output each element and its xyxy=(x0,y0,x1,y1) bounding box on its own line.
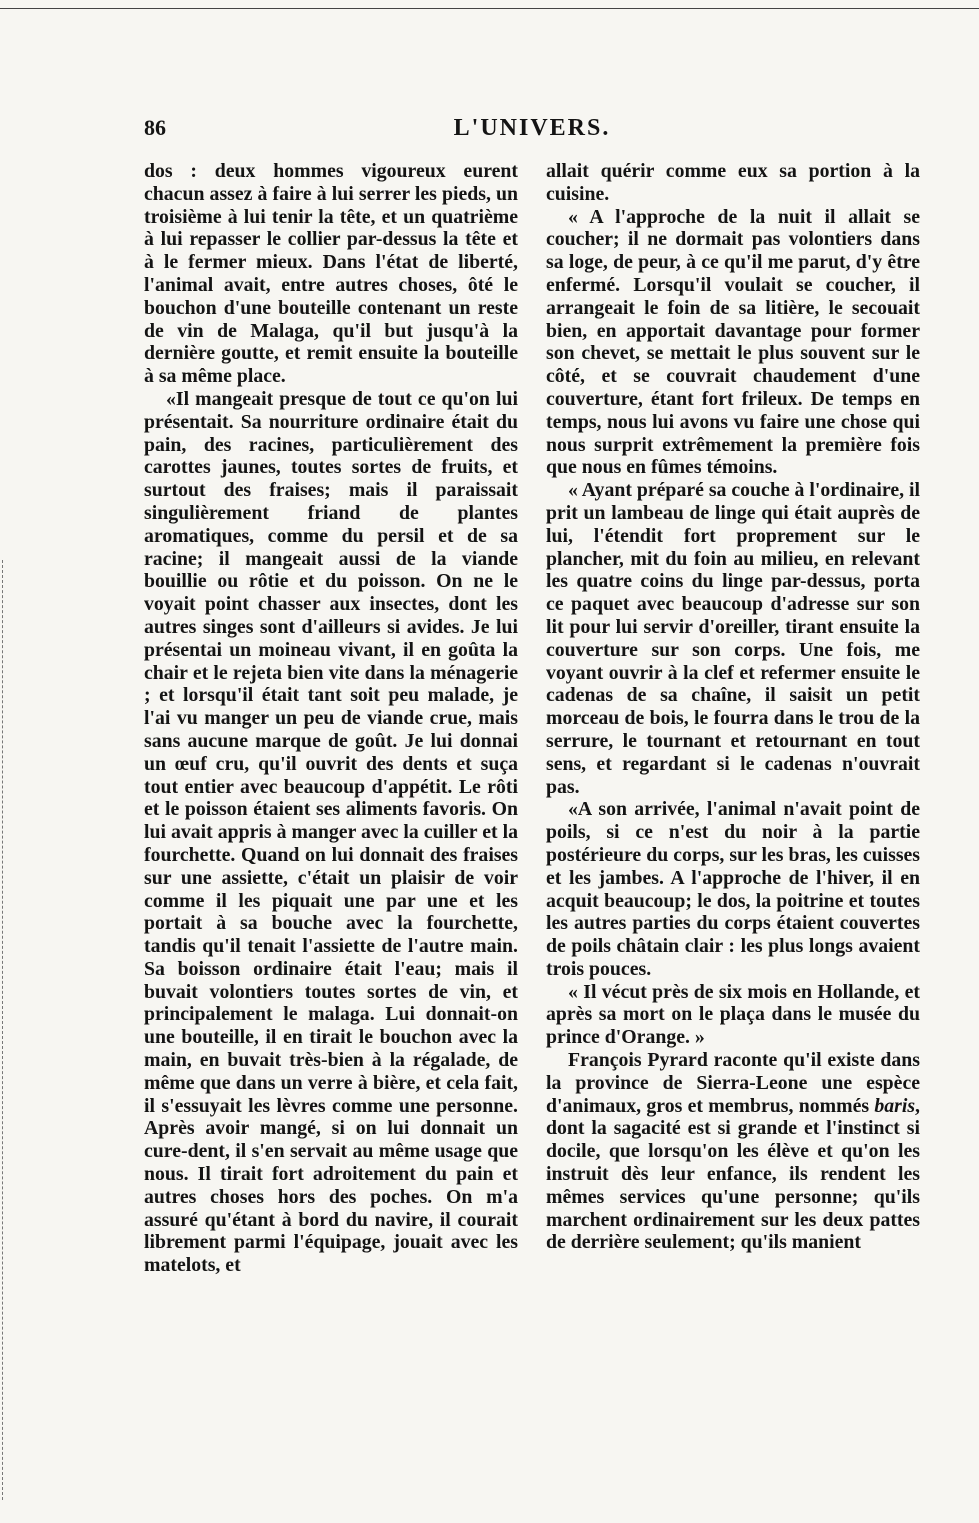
paragraph: « Il vécut près de six mois en Hollande, et après sa mort on le plaça dans le musée du prince d'Orange. » xyxy=(546,980,920,1049)
top-rule xyxy=(0,8,979,9)
paragraph: «Il mangeait presque de tout ce qu'on lui présentait. Sa nourriture ordinaire était du pain, des racines, particulièrement des carottes jaunes, toutes sortes de fruits, et surtout des fraises; mais il paraissait singulièrement friand de plantes aromatiques, comme du persil et de sa racine; il mangeait aussi de la viande bouillie ou rôtie et du poisson. On ne le voyait point chasser aux insectes, dont les autres singes sont d'ailleurs si avides. Je lui présentai un moineau vivant, il en goûta la chair et le rejeta bien vite dans la ménagerie ; et lorsqu'il était tant soit peu malade, je l'ai vu manger un peu de viande crue, mais sans aucune marque de goût. Je lui donnai un œuf cru, qu'il ouvrit des dents et suça tout entier avec beaucoup d'appétit. Le rôti et le poisson étaient ses aliments favoris. On lui avait appris à manger avec la cuiller et la fourchette. Quand on lui donnait des fraises sur une assiette, c'était un plaisir de voir comme il les piquait une par une et les portait à sa bouche avec la fourchette, tandis qu'il tenait l'assiette de l'autre main. Sa boisson ordinaire était l'eau; mais il buvait volontiers toutes sortes de vin, et principalement le malaga. Lui donnait-on une bouteille, il en tirait le bouchon avec la main, en buvait très-bien à la régalade, de même que dans un verre à bière, et cela fait, il s'essuyait les lèvres comme une personne. Après avoir mangé, si on lui donnait un cure-dent, il s'en servait au même usage que nous. Il tirait fort adroitement du pain et autres choses hors des poches. On m'a assuré qu'étant à bord du navire, il courait librement parmi l'équipage, jouait avec les matelots, et xyxy=(144,387,518,1277)
paragraph: « A l'approche de la nuit il allait se coucher; il ne dormait pas volontiers dans sa loge, de peur, à ce qu'il me parut, d'y être enfermé. Lorsqu'il voulait se coucher, il arrangeait le foin de sa litière, le secouait bien, en apportait davantage pour former son chevet, se mettait le plus souvent sur le côté, et se couvrait chaudement d'une couverture, étant fort frileux. De temps en temps, nous lui avons vu faire une chose qui nous surprit extrêmement la première fois que nous en fûmes témoins. xyxy=(546,205,920,479)
paragraph: « Ayant préparé sa couche à l'ordinaire, il prit un lambeau de linge qui était auprès de lui, l'étendit fort proprement sur le plancher, mit du foin au milieu, en relevant les quatre coins du linge par-dessus, porta ce paquet avec beaucoup d'adresse sur son lit pour lui servir d'oreiller, tirant ensuite la couverture sur son corps. Une fois, me voyant ouvrir à la clef et refermer ensuite le cadenas de sa chaîne, il saisit un petit morceau de bois, le fourra dans le trou de la serrure, le tournant et retournant en tout sens, et regardant si le cadenas n'ouvrait pas. xyxy=(546,479,921,798)
running-title: L'UNIVERS. xyxy=(453,115,611,141)
right-column xyxy=(546,160,920,1254)
text-run: François Pyrard raconte qu'il existe dans la province de Sierra-Leone une espèce d'animaux, gros et membrus, nommés xyxy=(546,1049,920,1117)
text-run: , dont la sagacité est si grande et l'instinct si docile, que lorsqu'on les élève et qu'on les instruit dès leur enfance, ils rendent les mêmes services qu'une personne; qu'ils marchent ordinairement sur les deux pattes de derrière seulement; qu'ils manient xyxy=(546,1094,920,1254)
italic-term: baris xyxy=(874,1094,916,1117)
paragraph: «A son arrivée, l'animal n'avait point de poils, si ce n'est du noir à la partie postérieure du corps, sur les bras, les cuisses et les jambes. A l'approche de l'hiver, il en acquit beaucoup; le dos, la poitrine et toutes les autres parties du corps étaient couvertes de poils châtain clair : les plus longs avaient trois pouces. xyxy=(546,798,920,980)
binding-margin-marks xyxy=(2,560,7,1500)
page-header xyxy=(144,115,920,145)
paragraph-pyrard xyxy=(546,1049,920,1254)
page-number: 86 xyxy=(144,115,166,140)
paragraph: allait quérir comme eux sa portion à la cuisine. xyxy=(546,160,920,205)
paragraph: dos : deux hommes vigoureux eurent chacun assez à faire à lui serrer les pieds, un troisième à lui tenir la tête, et un quatrième à lui repasser le collier par-dessus la tête et à le fermer mieux. Dans l'état de liberté, l'animal avait, entre autres choses, ôté le bouchon d'une bouteille contenant un reste de vin de Malaga, qu'il but jusqu'à la dernière goutte, et remit ensuite la bouteille à sa même place. xyxy=(144,160,518,388)
left-column xyxy=(144,160,518,1277)
